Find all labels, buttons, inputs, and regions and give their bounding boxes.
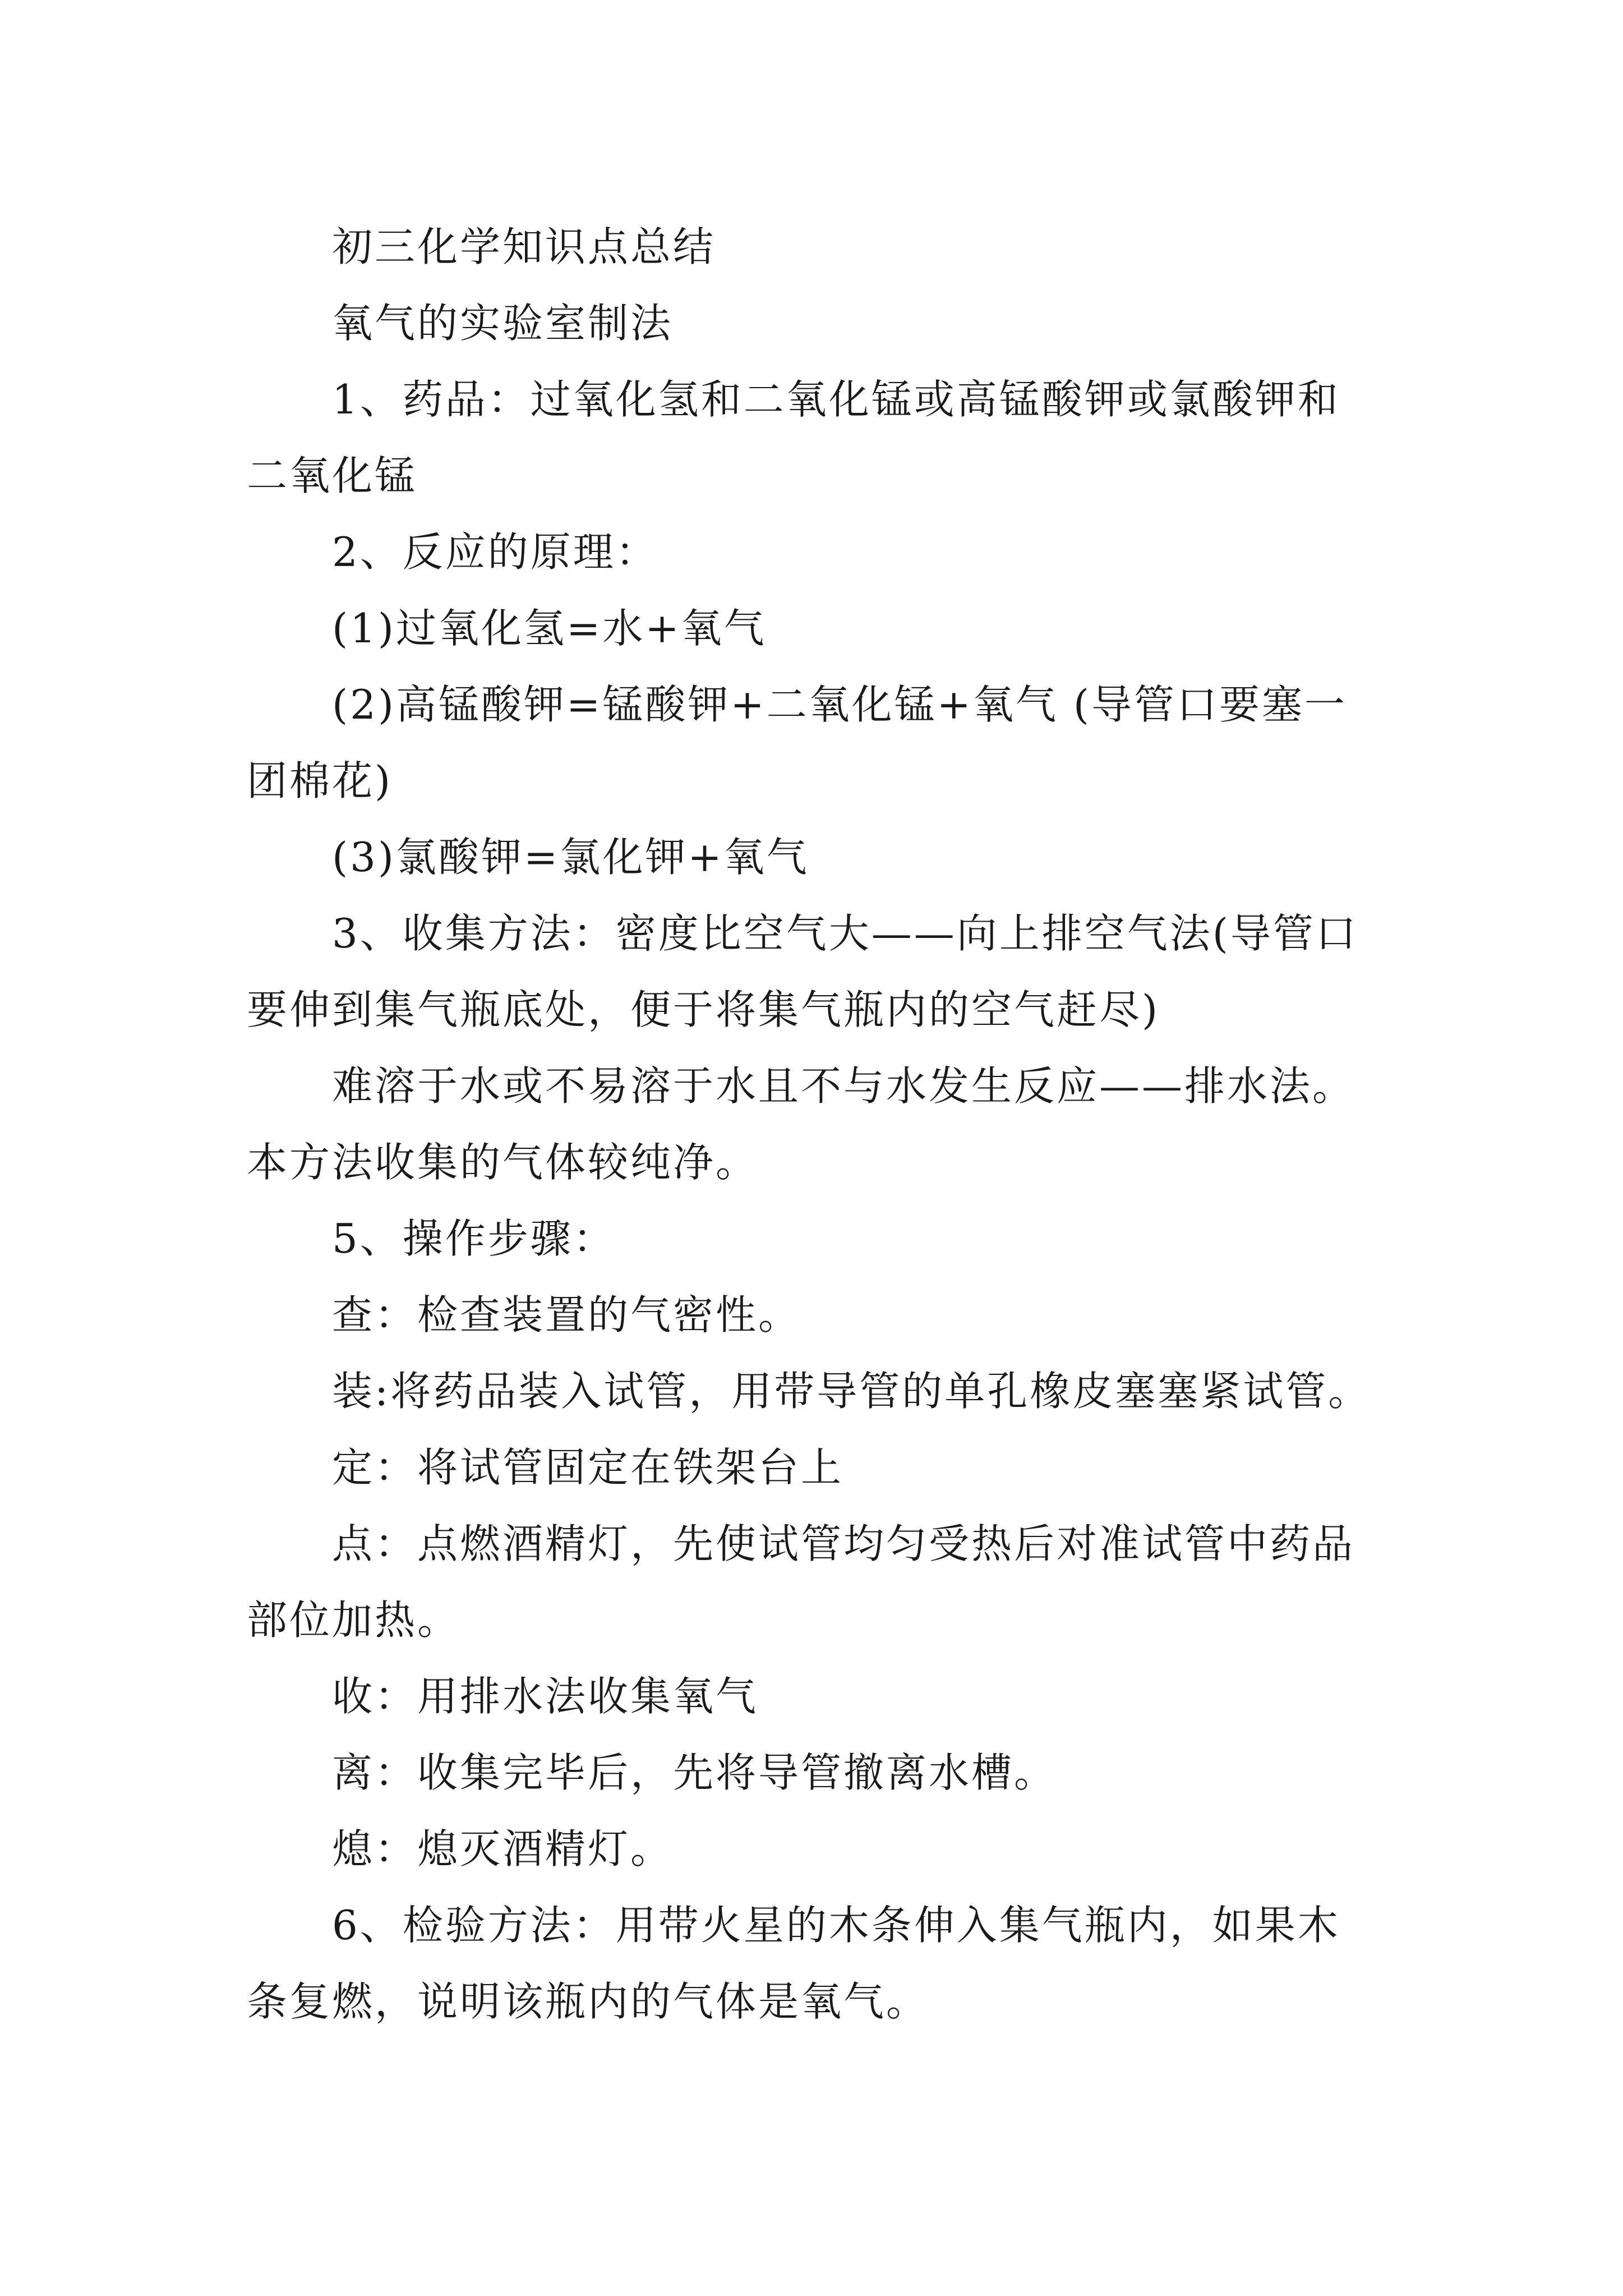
paragraph-step-extinguish: 熄：熄灭酒精灯。 [332,1825,674,1872]
paragraph-step-heat: 点：点燃酒精灯，先使试管均匀受热后对准试管中药品部位加热。 [247,1520,1355,1644]
paragraph-test-method: 6、检验方法：用带火星的木条伸入集气瓶内，如果木条复燃，说明该瓶内的气体是氧气。 [247,1902,1340,2025]
paragraph-step-collect: 收：用排水法收集氧气 [332,1673,759,1720]
paragraph-collection-method: 3、收集方法：密度比空气大——向上排空气法(导管口要伸到集气瓶底处，便于将集气瓶内的空气赶尽) [247,910,1358,1033]
paragraph-principle: 2、反应的原理： [332,528,658,576]
section-heading: 氧气的实验室制法 [332,300,674,347]
paragraph-step-fix: 定：将试管固定在铁架台上 [332,1444,844,1491]
document-body [247,209,1380,2040]
document-title: 初三化学知识点总结 [332,223,716,270]
paragraph-steps: 5、操作步骤： [332,1215,616,1262]
paragraph-step-check: 查：检查装置的气密性。 [332,1291,801,1338]
paragraph-reaction-1: (1)过氧化氢=水+氧气 [332,605,767,652]
paragraph-step-load: 装:将药品装入试管，用带导管的单孔橡皮塞塞紧试管。 [332,1368,1371,1415]
paragraph-reaction-2: (2)高锰酸钾=锰酸钾+二氧化锰+氧气 (导管口要塞一团棉花) [247,681,1347,804]
paragraph-step-remove: 离：收集完毕后，先将导管撤离水槽。 [332,1749,1057,1796]
paragraph-medicines: 1、药品：过氧化氢和二氧化锰或高锰酸钾或氯酸钾和二氧化锰 [247,376,1340,499]
paragraph-water-displacement: 难溶于水或不易溶于水且不与水发生反应——排水法。本方法收集的气体较纯净。 [247,1062,1355,1186]
paragraph-reaction-3: (3)氯酸钾=氯化钾+氧气 [332,834,809,881]
